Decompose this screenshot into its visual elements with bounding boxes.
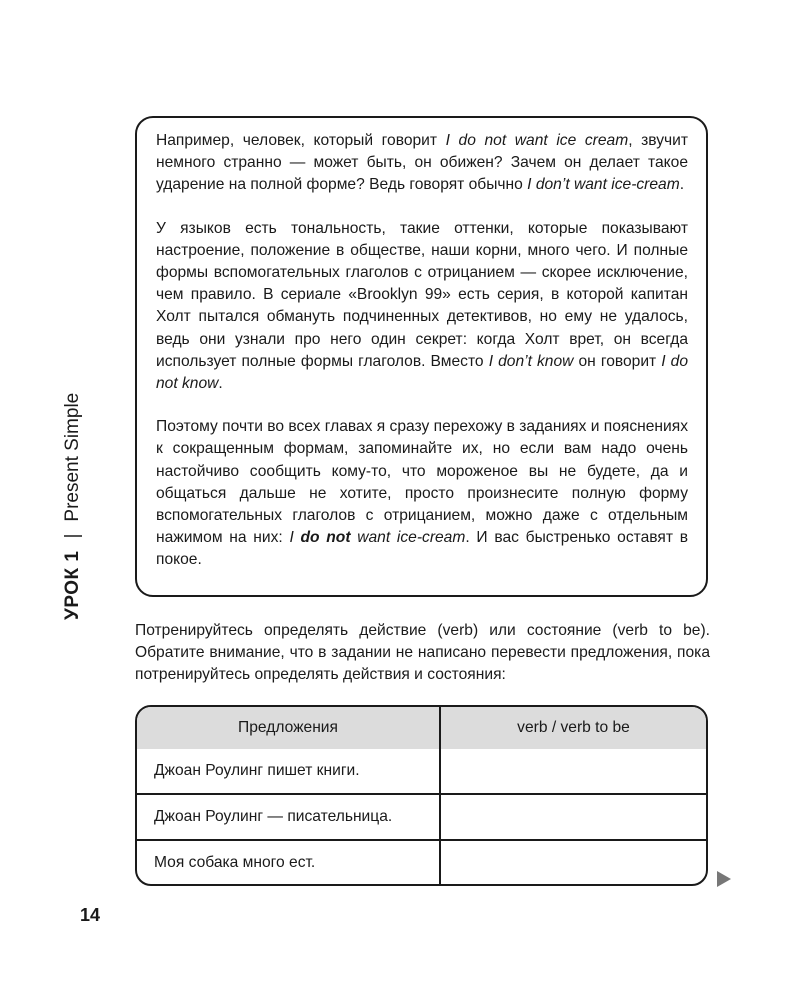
sentence-cell: Джоан Роулинг — писательница. [137,794,440,840]
answer-cell[interactable] [440,749,706,794]
side-label [62,393,84,620]
english-example: I do not know [156,352,689,393]
note-paragraph-2 [156,218,688,396]
table-row [137,794,706,840]
answer-cell[interactable] [440,794,706,840]
english-example: I [289,529,301,547]
sentence-cell: Моя собака много ест. [137,840,440,885]
note-box [135,116,708,597]
exercise-instruction: Потренируйтесь определять действие (verb) или состояние (verb to be). Обратите внимание, что в задании не написано перевести предложения, пока потренируйтесь определять действия и состояния: [135,622,710,683]
note-paragraph-1 [156,130,688,197]
text-run: Поэтому почти во всех главах я сразу перехожу в заданиях и пояснениях к сокращенным формам, запоминайте их, но если вам надо очень настойчиво сообщить кому-то, что мороженое вы не будете, да и общаться дальше не хотите, просто произнесите полную форму вспомогательных глаголов с отрицанием, можно даже с отдельным нажимом на них: [156,418,688,547]
answer-cell[interactable] [440,840,706,885]
header-verb-type: verb / verb to be [440,707,706,749]
note-paragraph-3 [156,416,688,571]
table-row [137,749,706,794]
table-header-row [137,707,706,749]
text-run: . И вас быстренько оставят в покое. [156,529,688,569]
english-example: want ice-cream [350,529,466,547]
exercise-table [135,705,708,886]
text-run: он говорит [573,352,662,370]
text-run: . [218,375,223,393]
lesson-label: УРОК 1 [62,550,83,620]
table-row [137,840,706,885]
english-example: I don’t want ice-cream [527,176,680,194]
text-run: У языков есть тональность, такие оттенки, которые показывают настроение, положение в обществе, наши корни, много чего. И полные формы вспомогательных глаголов с отрицанием — скорее исключение, чем правило. В сериале «Brooklyn 99» есть серия, в которой капитан Холт пытался обмануть подчиненных детективов, но ему не удалось, ведь они узнали про него один секрет: когда Холт врет, он всегда использует полные формы глаголов. Вместо [156,219,688,370]
english-example: I don’t know [488,352,574,370]
page-number: 14 [80,905,101,925]
topic-label: Present Simple [62,392,83,522]
header-sentences: Предложения [137,707,440,749]
english-example: I do not want ice cream [445,132,629,149]
english-emphasis: do not [300,529,351,547]
side-separator: | [62,533,83,539]
text-run: , звучит немного странно — может быть, он обижен? Зачем он делает такое ударение на полной форме? Ведь говорят обычно [156,132,689,194]
next-page-arrow-icon [717,871,731,887]
text-run: . [679,176,685,194]
text-run: Например, человек, который говорит [156,132,446,149]
sentence-cell: Джоан Роулинг пишет книги. [137,749,440,794]
